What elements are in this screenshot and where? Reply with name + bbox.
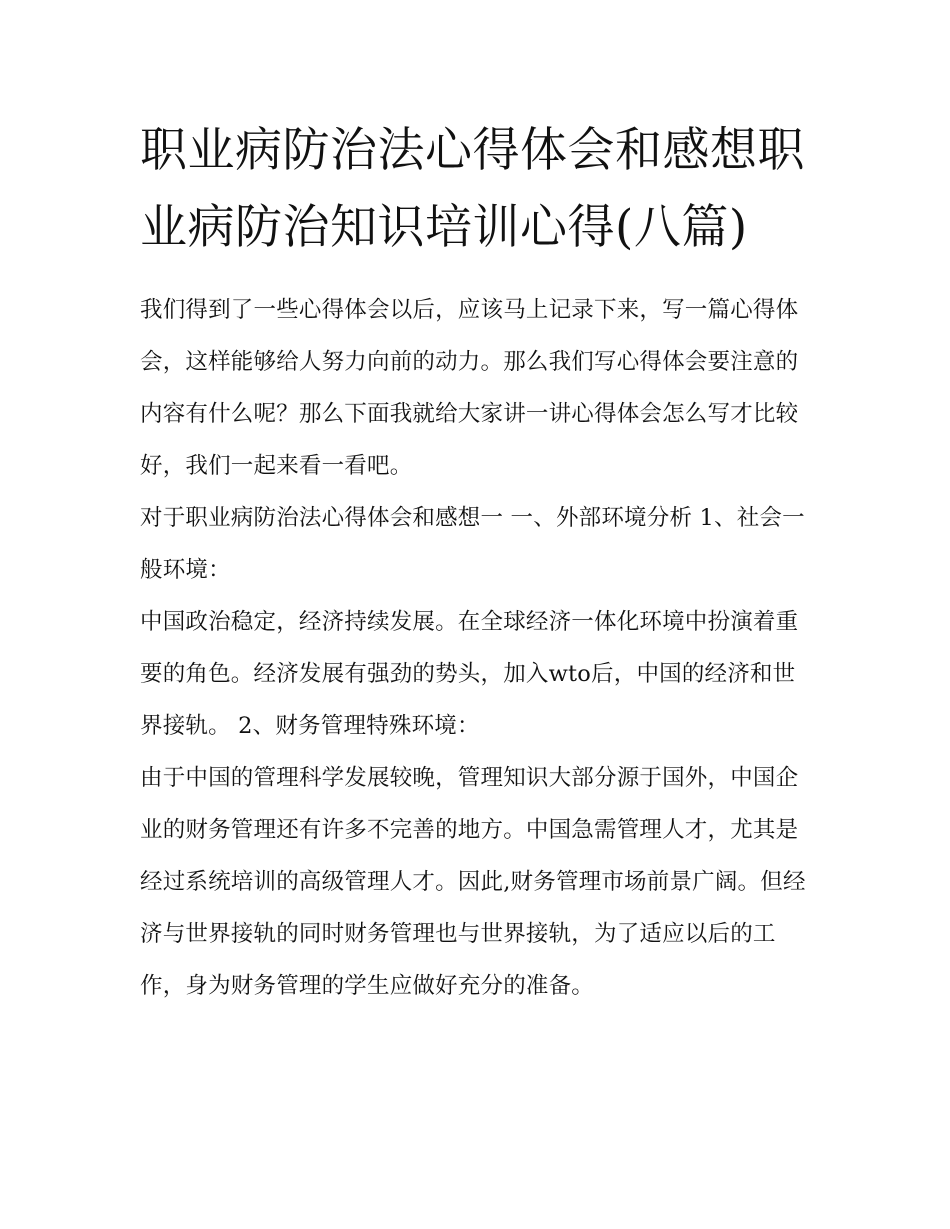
paragraph-finance-management: 由于中国的管理科学发展较晚，管理知识大部分源于国外，中国企业的财务管理还有许多不完善的地方。中国急需管理人才，尤其是经过系统培训的高级管理人才。因此,财务管理市场前景广阔。但经济与世界接轨的同时财务管理也与世界接轨，为了适应以后的工作，身为财务管理的学生应做好充分的准备。: [140, 765, 806, 999]
paragraph-economy: 中国政治稳定，经济持续发展。在全球经济一体化环境中扮演着重要的角色。经济发展有强劲的势头，加入wto后，中国的经济和世界接轨。 2、财务管理特殊环境：: [140, 609, 799, 739]
paragraph-intro: 我们得到了一些心得体会以后，应该马上记录下来，写一篇心得体会，这样能够给人努力向前的动力。那么我们写心得体会要注意的内容有什么呢？那么下面我就给大家讲一讲心得体会怎么写才比较好，我们一起来看一看吧。: [140, 297, 799, 479]
document-title: 职业病防治法心得体会和感想职业病防治知识培训心得(八篇): [140, 123, 805, 255]
paragraph-section-heading: 对于职业病防治法心得体会和感想一 一、外部环境分析 1、社会一般环境：: [140, 505, 805, 583]
document-body: [140, 112, 815, 1012]
